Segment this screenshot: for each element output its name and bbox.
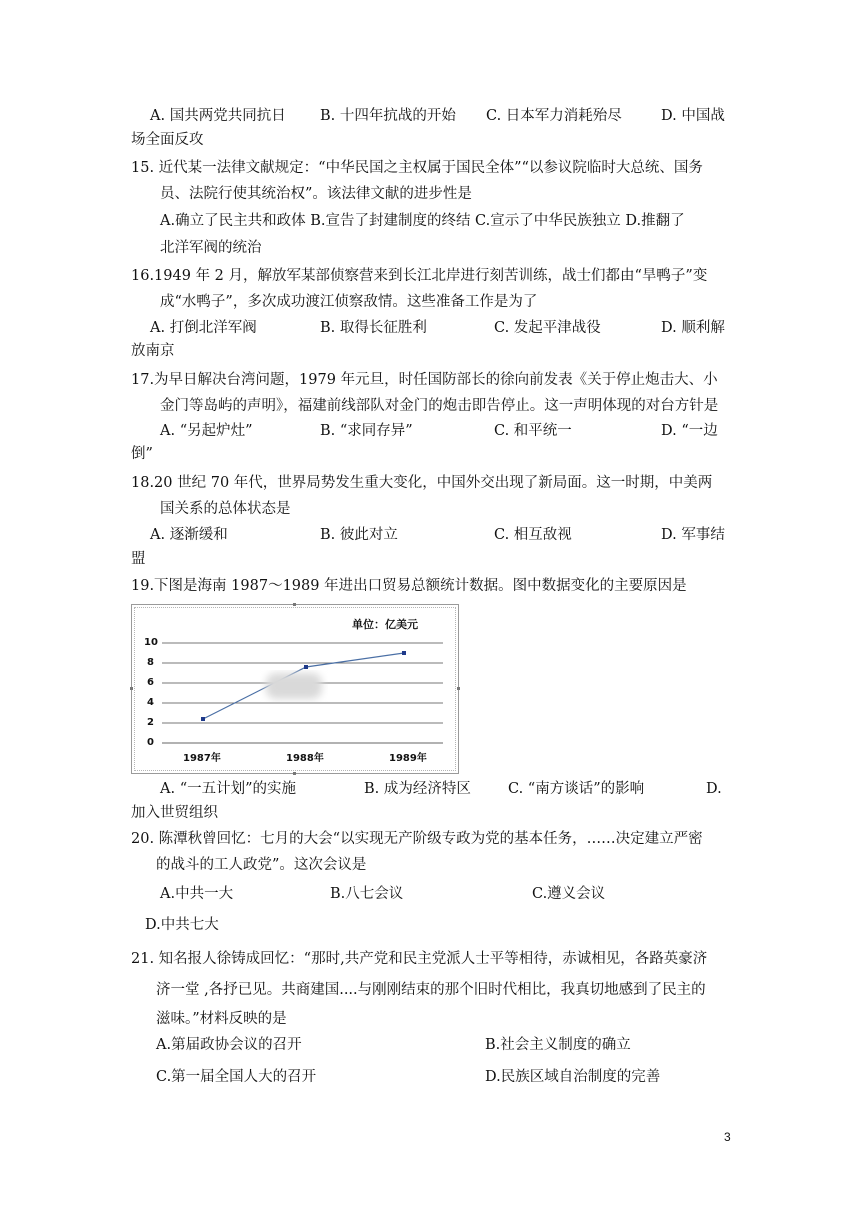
- q19-option-b: B. 成为经济特区: [364, 781, 471, 797]
- q20-option-d: D.中共七大: [145, 917, 219, 933]
- q18-option-a: A. 逐渐缓和: [150, 527, 228, 543]
- q19-option-a: A. “一五计划”的实施: [160, 781, 297, 797]
- q16-option-d: D. 顺利解: [661, 320, 725, 336]
- data-point-1989年: [402, 651, 406, 655]
- q21-stem-line3: 滋味。”材料反映的是: [156, 1011, 287, 1027]
- q14-option-d: D. 中国战: [661, 108, 725, 124]
- x-tick-1988: 1988年: [286, 753, 324, 764]
- q20-option-b: B.八七会议: [330, 886, 404, 902]
- q21-option-d: D.民族区域自治制度的完善: [485, 1069, 661, 1085]
- q16-option-c: C. 发起平津战役: [494, 320, 601, 336]
- y-tick-10: 10: [144, 637, 158, 648]
- q16-option-a: A. 打倒北洋军阀: [150, 320, 257, 336]
- x-tick-1989: 1989年: [389, 753, 427, 764]
- q18-option-d: D. 军事结: [661, 527, 725, 543]
- q18-stem-line2: 国关系的总体状态是: [160, 501, 291, 517]
- q17-option-c: C. 和平统一: [494, 423, 572, 439]
- y-tick-6: 6: [147, 677, 154, 688]
- q21-stem-line2: 济一堂 ,各抒已见。共商建国....与刚刚结束的那个旧时代相比，我真切地感到了民主的: [156, 982, 706, 998]
- q17-option-d: D. “一边: [661, 423, 718, 439]
- q14-option-b: B. 十四年抗战的开始: [320, 108, 456, 124]
- blurred-smudge: [266, 673, 322, 699]
- q19-option-d: D.: [706, 781, 722, 797]
- q19-stem-line1: 19.下图是海南 1987～1989 年进出口贸易总额统计数据。图中数据变化的主要原因是: [131, 578, 687, 594]
- q15-options-line1: A.确立了民主共和政体 B.宣告了封建制度的终结 C.宣示了中华民族独立 D.推翻了: [160, 213, 685, 229]
- x-tick-1987: 1987年: [183, 753, 221, 764]
- q19-option-d-cont: 加入世贸组织: [131, 805, 218, 821]
- q15-stem-line2: 员、法院行使其统治权”。该法律文献的进步性是: [160, 186, 472, 202]
- y-tick-2: 2: [147, 717, 154, 728]
- q21-option-a: A.第届政协会议的召开: [156, 1037, 302, 1053]
- q20-stem-line2: 的战斗的工人政党”。这次会议是: [156, 857, 367, 873]
- q18-option-b: B. 彼此对立: [320, 527, 398, 543]
- q21-stem-line1: 21. 知名报人徐铸成回忆：“那时,共产党和民主党派人士平等相待，赤诚相见，各路英豪济: [131, 951, 708, 967]
- q18-option-c: C. 相互敌视: [494, 527, 572, 543]
- q17-option-a: A. “另起炉灶”: [160, 423, 253, 439]
- y-tick-0: 0: [147, 737, 154, 748]
- q17-option-d-cont: 倒”: [131, 446, 153, 462]
- q16-stem-line2: 成“水鸭子”，多次成功渡江侦察敌情。这些准备工作是为了: [160, 294, 538, 310]
- q18-option-d-cont: 盟: [131, 551, 146, 567]
- q20-option-a: A.中共一大: [160, 886, 234, 902]
- y-tick-8: 8: [147, 657, 154, 668]
- q14-option-d-cont: 场全面反攻: [131, 132, 204, 148]
- q16-option-d-cont: 放南京: [131, 343, 175, 359]
- chart-unit-label: 单位：亿美元: [352, 618, 418, 631]
- q16-option-b: B. 取得长征胜利: [320, 320, 427, 336]
- q15-options-line2: 北洋军阀的统治: [160, 240, 262, 256]
- q20-stem-line1: 20. 陈潭秋曾回忆：七月的大会“以实现无产阶级专政为党的基本任务，……决定建立严密: [131, 831, 703, 847]
- q20-option-c: C.遵义会议: [532, 886, 606, 902]
- y-tick-4: 4: [147, 697, 154, 708]
- q17-stem-line2: 金门等岛屿的声明》，福建前线部队对金门的炮击即告停止。这一声明体现的对台方针是: [160, 398, 719, 414]
- data-point-1988年: [304, 665, 308, 669]
- data-point-1987年: [201, 717, 205, 721]
- page-number: 3: [724, 1130, 731, 1144]
- q21-option-b: B.社会主义制度的确立: [485, 1037, 631, 1053]
- q21-option-c: C.第一届全国人大的召开: [156, 1069, 317, 1085]
- q14-option-a: A. 国共两党共同抗日: [150, 108, 286, 124]
- q18-stem-line1: 18.20 世纪 70 年代，世界局势发生重大变化，中国外交出现了新局面。这一时期，中美两: [131, 475, 713, 491]
- q17-stem-line1: 17.为早日解决台湾问题，1979 年元旦，时任国防部长的徐向前发表《关于停止炮击大、小: [131, 372, 718, 388]
- q15-stem-line1: 15. 近代某一法律文献规定：“中华民国之主权属于国民全体”“以参议院临时大总统、国务: [131, 160, 703, 176]
- q19-option-c: C. “南方谈话”的影响: [508, 781, 645, 797]
- q17-option-b: B. “求同存异”: [320, 423, 413, 439]
- q14-option-c: C. 日本军力消耗殆尽: [486, 108, 622, 124]
- q16-stem-line1: 16.1949 年 2 月，解放军某部侦察营来到长江北岸进行刻苦训练，战士们都由“旱鸭子”变: [131, 268, 708, 284]
